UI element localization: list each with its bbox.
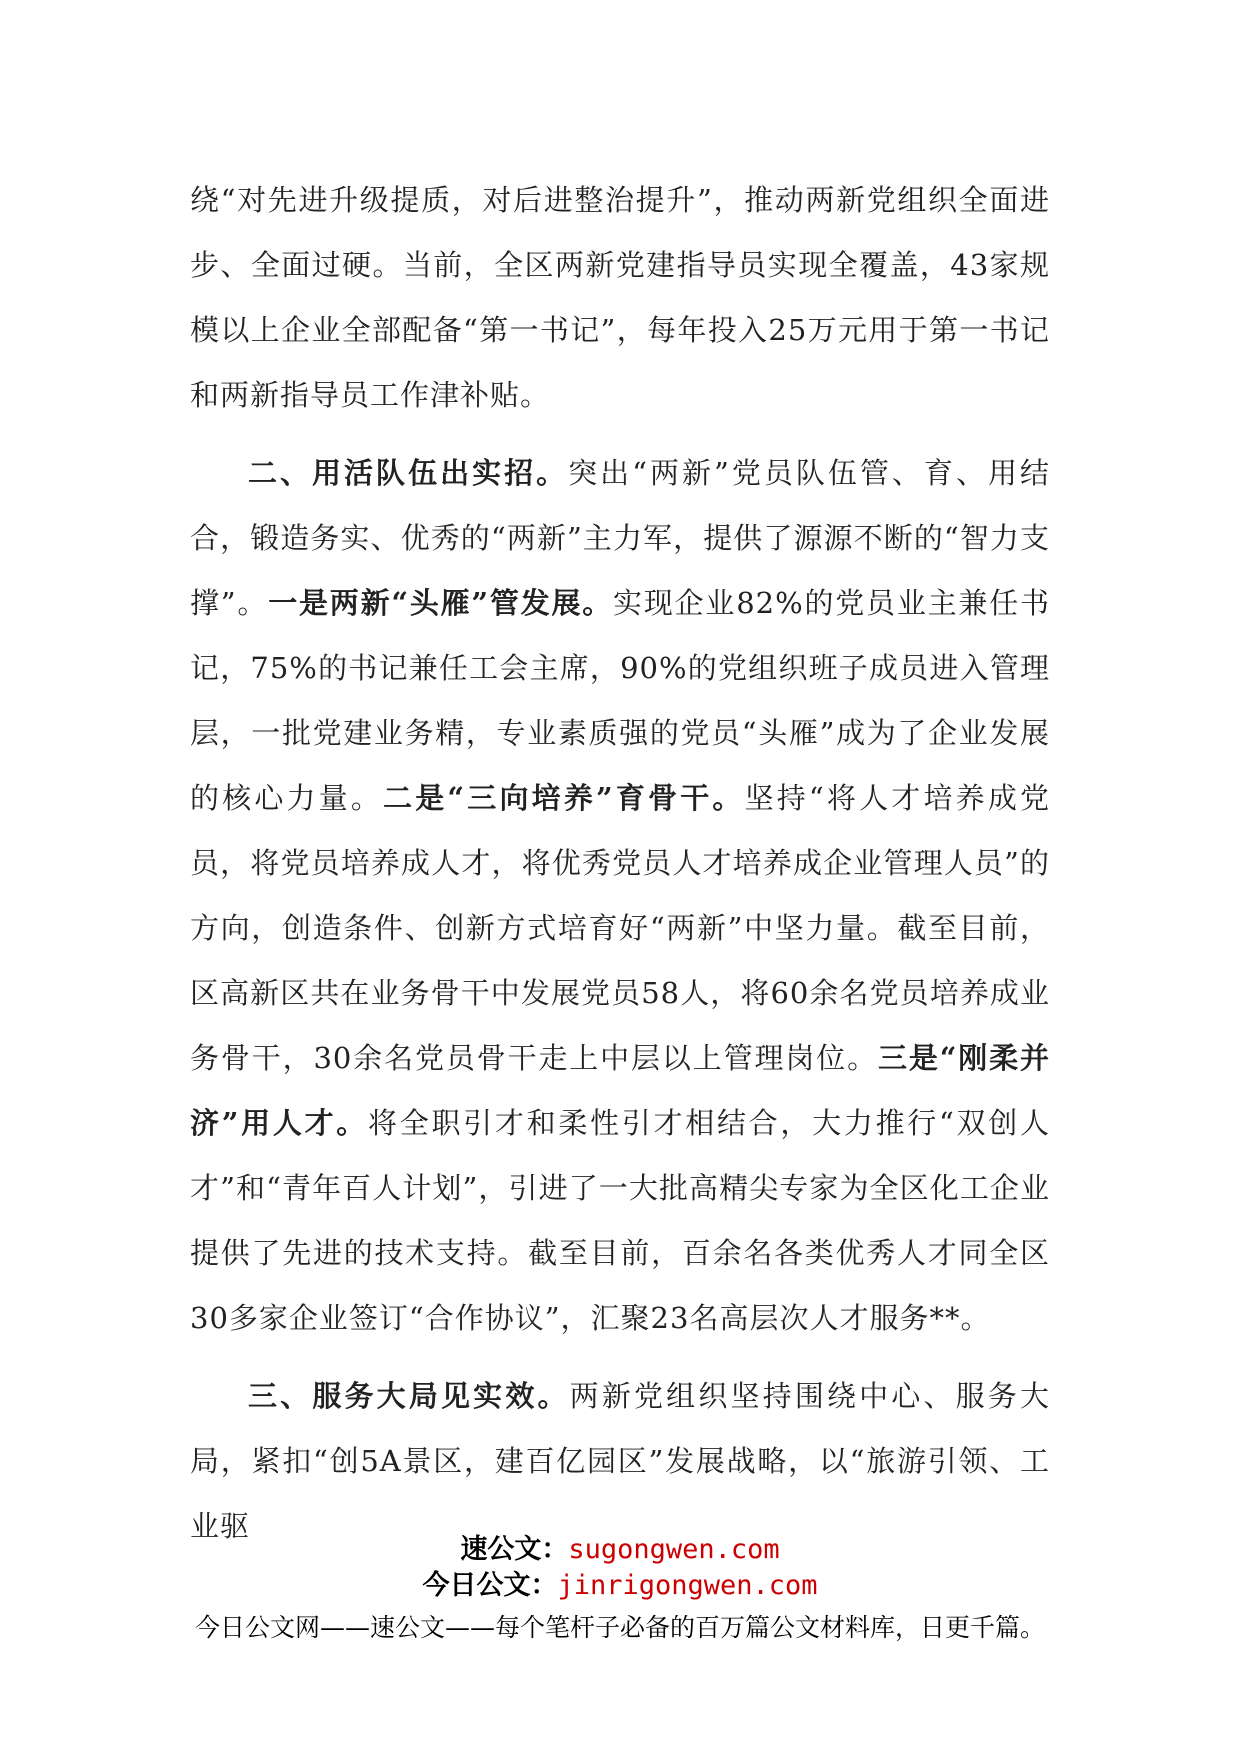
paragraph-2-text-b: 实现企业82%的党员业主兼任书记，75%的书记兼任工会主席，90%的党组织班子成员进入管理层，一批党建业务精，专业素质强的党员“头雁”成为了企业发展的核心力量。 (190, 586, 1050, 815)
document-body (190, 168, 1050, 1559)
paragraph-3-text: 两新党组织坚持围绕中心、服务大局，紧扣“创5A景区，建百亿园区”发展战略，以“旅游引领、工业驱 (190, 1379, 1050, 1543)
paragraph-2-text-c: 坚持“将人才培养成党员，将党员培养成人才，将优秀党员人才培养成企业管理人员”的方向，创造条件、创新方式培育好“两新”中坚力量。截至目前，区高新区共在业务骨干中发展党员58人，将60余名党员培养成业务骨干，30余名党员骨干走上中层以上管理岗位。 (190, 781, 1050, 1075)
paragraph-3 (190, 1364, 1050, 1559)
footer-sugongwen (0, 1532, 1240, 1568)
subpoint-heading-one: 一是两新“头雁”管发展。 (268, 586, 614, 620)
footer-slogan: 今日公文网——速公文——每个笔杆子必备的百万篇公文材料库，日更千篇。 (194, 1613, 1045, 1642)
paragraph-1-text: 绕“对先进升级提质，对后进整治提升”，推动两新党组织全面进步、全面过硬。当前，全区两新党建指导员实现全覆盖，43家规模以上企业全部配备“第一书记”，每年投入25万元用于第一书记和两新指导员工作津补贴。 (190, 183, 1050, 412)
footer-jinrigongwen (0, 1568, 1240, 1604)
footer-jinrigongwen-label: 今日公文： (422, 1570, 558, 1601)
subpoint-heading-two: 二是“三向培养”育骨干。 (383, 781, 745, 815)
paragraph-2-text-d: 将全职引才和柔性引才相结合，大力推行“双创人才”和“青年百人计划”，引进了一大批高精尖专家为全区化工企业提供了先进的技术支持。截至目前，百余名各类优秀人才同全区30多家企业签订“合作协议”，汇聚23名高层次人才服务**。 (190, 1106, 1050, 1335)
section-heading-three: 三、服务大局见实效。 (248, 1379, 570, 1413)
paragraph-1 (190, 168, 1050, 428)
footer-sugongwen-label: 速公文： (460, 1534, 569, 1565)
paragraph-2 (190, 441, 1050, 1351)
paragraph-2-text-a: 突出“两新”党员队伍管、育、用结合，锻造务实、优秀的“两新”主力军，提供了源源不断的“智力支撑”。 (190, 456, 1050, 620)
footer-jinrigongwen-link[interactable]: jinrigongwen.com (557, 1570, 818, 1601)
subpoint-heading-three: 三是“刚柔并济”用人才。 (190, 1041, 1050, 1140)
footer-sugongwen-link[interactable]: sugongwen.com (568, 1534, 780, 1565)
section-heading-two: 二、用活队伍出实招。 (248, 456, 569, 490)
